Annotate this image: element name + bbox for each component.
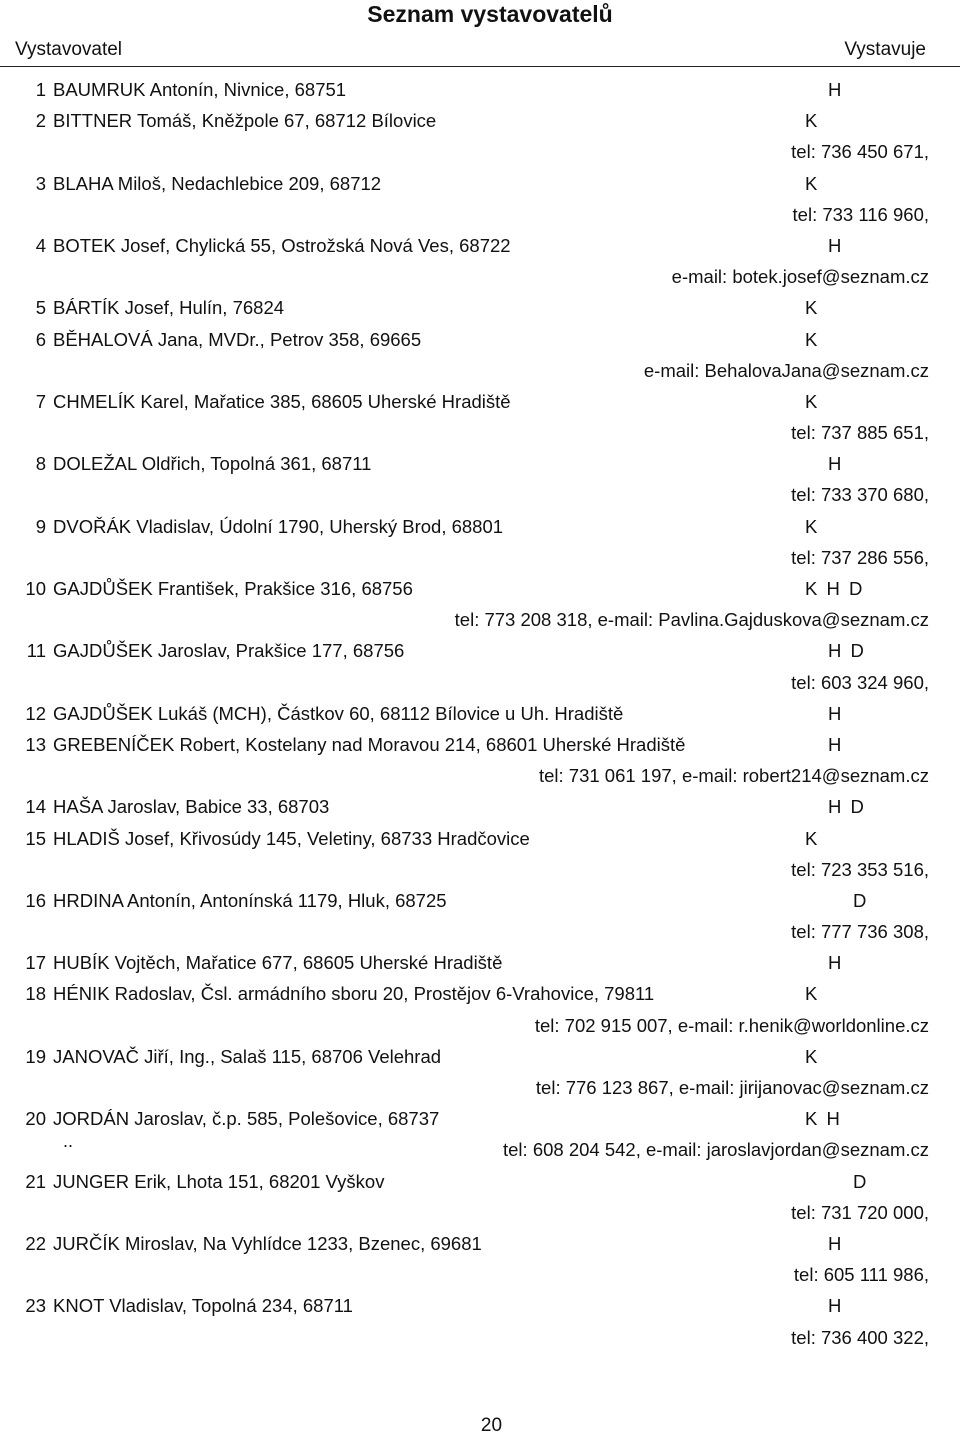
exhibitor-name-address: HRDINA Antonín, Antonínská 1179, Hluk, 68725 [53,889,447,911]
contact-line [0,1131,960,1165]
exhibitor-name-address: BITTNER Tomáš, Kněžpole 67, 68712 Bílovice [53,110,437,132]
entry-number: 2 [35,110,46,132]
exhibit-category-code: K [805,297,818,319]
contact-info: tel: 737 286 556, [791,546,929,568]
contact-line [0,667,960,698]
contact-line [0,542,960,573]
exhibit-category-code: H [828,733,842,755]
contact-info: tel: 777 736 308, [791,921,929,943]
entry-number: 1 [35,79,46,100]
column-header-exhibitor: Vystavovatel [15,39,123,60]
contact-line [0,916,960,947]
exhibit-category-code: H [828,952,842,974]
exhibit-category-code: K [805,983,818,1005]
contact-line [0,604,960,635]
exhibitor-entry [0,823,960,854]
exhibitor-name-address: DVOŘÁK Vladislav, Údolní 1790, Uherský Brod, 68801 [53,515,504,537]
exhibitor-name-address: BOTEK Josef, Chylická 55, Ostrožská Nová Ves, 68722 [53,234,511,256]
contact-line [0,1072,960,1103]
exhibitor-name-address: BĚHALOVÁ Jana, MVDr., Petrov 358, 69665 [53,328,422,350]
contact-info: tel: 733 370 680, [791,484,929,506]
contact-info: tel: 736 400 322, [791,1326,929,1348]
contact-line [0,1010,960,1041]
contact-info: tel: 773 208 318, e-mail: Pavlina.Gajduskova@seznam.cz [454,609,929,631]
entry-number: 19 [25,1045,46,1067]
exhibitor-name-address: JURČÍK Miroslav, Na Vyhlídce 1233, Bzenec, 69681 [53,1232,482,1254]
exhibit-category-code: H [828,234,842,256]
contact-line [0,261,960,292]
entry-number: 14 [25,796,46,818]
exhibit-category-code: K [805,515,818,537]
exhibitor-entry [0,168,960,199]
contact-info: tel: 608 204 542, e-mail: jaroslavjordan@seznam.cz [503,1139,929,1161]
exhibitor-entry [0,1290,960,1321]
entry-number: 17 [25,952,46,974]
contact-info: tel: 702 915 007, e-mail: r.henik@worldonline.cz [534,1014,929,1036]
exhibitor-name-address: KNOT Vladislav, Topolná 234, 68711 [53,1295,353,1317]
exhibitor-name-address: GAJDŮŠEK František, Prakšice 316, 68756 [53,578,413,599]
header-divider [0,66,960,67]
exhibitor-entry [0,791,960,822]
exhibitor-entry [0,105,960,136]
exhibitor-entry [0,292,960,323]
exhibitor-entry [0,885,960,916]
exhibitor-entry [0,1103,960,1134]
contact-line [0,136,960,167]
exhibit-category-code: H [828,702,842,724]
entry-number: 3 [35,172,46,194]
exhibit-category-code: K [805,1045,818,1067]
entry-number: 22 [25,1232,46,1254]
exhibitor-entry [0,635,960,666]
exhibitor-name-address: GAJDŮŠEK Jaroslav, Prakšice 177, 68756 [53,640,405,662]
contact-line [0,760,960,791]
entry-number: 8 [35,453,46,475]
entry-number: 21 [25,1170,46,1192]
contact-line [0,1259,960,1290]
entry-number: 4 [35,234,46,256]
contact-line [0,355,960,386]
page-title: Seznam vystavovatelů [367,1,613,27]
exhibitor-entry [0,947,960,978]
exhibitor-entry [0,978,960,1009]
contact-line [0,854,960,885]
entry-number: 23 [25,1295,46,1317]
exhibitor-entry [0,698,960,729]
exhibit-category-code: K [805,390,818,412]
exhibit-category-code: H [828,79,842,100]
column-header-exhibits: Vystavuje [844,39,926,60]
exhibit-category-code: D [853,1170,867,1192]
exhibitor-entry [0,1228,960,1259]
exhibitor-name-address: BAUMRUK Antonín, Nivnice, 68751 [53,79,347,100]
contact-info: e-mail: botek.josef@seznam.cz [671,266,929,288]
exhibitor-list [0,74,960,1353]
exhibit-category-code: K [805,328,818,350]
exhibit-category-code: K [805,172,818,194]
entry-number: 11 [26,640,46,662]
entry-number: 20 [25,1108,46,1130]
exhibitor-name-address: JUNGER Erik, Lhota 151, 68201 Vyškov [53,1170,385,1192]
exhibit-category-code: H [828,453,842,475]
exhibitor-name-address: CHMELÍK Karel, Mařatice 385, 68605 Uherské Hradiště [53,390,511,412]
contact-info: tel: 733 116 960, [792,203,929,225]
entry-number: 6 [35,328,46,350]
contact-line [0,1197,960,1228]
exhibit-category-code: K [805,110,818,132]
contact-line [0,1322,960,1353]
entry-number: 13 [25,733,46,755]
exhibitor-entry [0,729,960,760]
exhibitor-name-address: JORDÁN Jaroslav, č.p. 585, Polešovice, 68737 [53,1108,440,1130]
stray-marks: .. [63,1131,74,1152]
entry-number: 7 [35,390,46,412]
exhibitor-name-address: HUBÍK Vojtěch, Mařatice 677, 68605 Uherské Hradiště [53,952,503,974]
contact-info: tel: 736 450 671, [791,141,929,163]
entry-number: 5 [35,297,46,319]
exhibitor-name-address: GREBENÍČEK Robert, Kostelany nad Moravou 214, 68601 Uherské Hradiště [53,733,686,755]
exhibitor-name-address: HÉNIK Radoslav, Čsl. armádního sboru 20, Prostějov 6-Vrahovice, 79811 [53,983,655,1005]
contact-info: tel: 603 324 960, [791,671,929,693]
exhibitor-entry [0,511,960,542]
exhibit-category-code: K H D [805,578,863,599]
exhibitor-entry [0,1041,960,1072]
exhibitor-name-address: BLAHA Miloš, Nedachlebice 209, 68712 [53,172,382,194]
exhibit-category-code: H D [828,796,864,818]
exhibitor-name-address: GAJDŮŠEK Lukáš (MCH), Částkov 60, 68112 Bílovice u Uh. Hradiště [53,702,624,724]
contact-info: tel: 731 720 000, [791,1201,929,1223]
exhibitor-entry [0,1166,960,1197]
exhibitor-name-address: HAŠA Jaroslav, Babice 33, 68703 [53,796,330,818]
exhibit-category-code: H D [828,640,864,662]
page-number: 20 [480,1415,503,1436]
exhibitor-name-address: BÁRTÍK Josef, Hulín, 76824 [53,297,285,319]
entry-number: 15 [25,827,46,849]
contact-info: tel: 605 111 986, [793,1264,929,1286]
exhibit-category-code: K [805,827,818,849]
contact-info: e-mail: BehalovaJana@seznam.cz [643,359,929,381]
entry-number: 10 [25,578,46,599]
exhibitor-entry [0,573,960,604]
contact-line [0,199,960,230]
exhibitor-name-address: DOLEŽAL Oldřich, Topolná 361, 68711 [53,453,372,475]
entry-number: 9 [35,515,46,537]
exhibitor-entry [0,74,960,105]
entry-number: 18 [25,983,46,1005]
exhibitor-name-address: HLADIŠ Josef, Křivosúdy 145, Veletiny, 68733 Hradčovice [53,827,530,849]
contact-info: tel: 776 123 867, e-mail: jirijanovac@seznam.cz [535,1077,929,1098]
contact-line [0,479,960,510]
contact-info: tel: 723 353 516, [791,858,929,880]
exhibitor-name-address: JANOVAČ Jiří, Ing., Salaš 115, 68706 Velehrad [53,1045,442,1067]
exhibit-category-code: H [828,1232,842,1254]
contact-line [0,417,960,448]
entry-number: 16 [25,889,46,911]
exhibit-category-code: D [853,889,867,911]
exhibitor-entry [0,230,960,261]
contact-info: tel: 737 885 651, [791,422,929,444]
exhibit-category-code: H [828,1295,842,1317]
contact-info: tel: 731 061 197, e-mail: robert214@seznam.cz [538,765,929,787]
entry-number: 12 [25,702,46,724]
exhibitor-entry [0,386,960,417]
exhibit-category-code: K H [805,1108,840,1130]
exhibitor-entry [0,448,960,479]
exhibitor-entry [0,324,960,355]
